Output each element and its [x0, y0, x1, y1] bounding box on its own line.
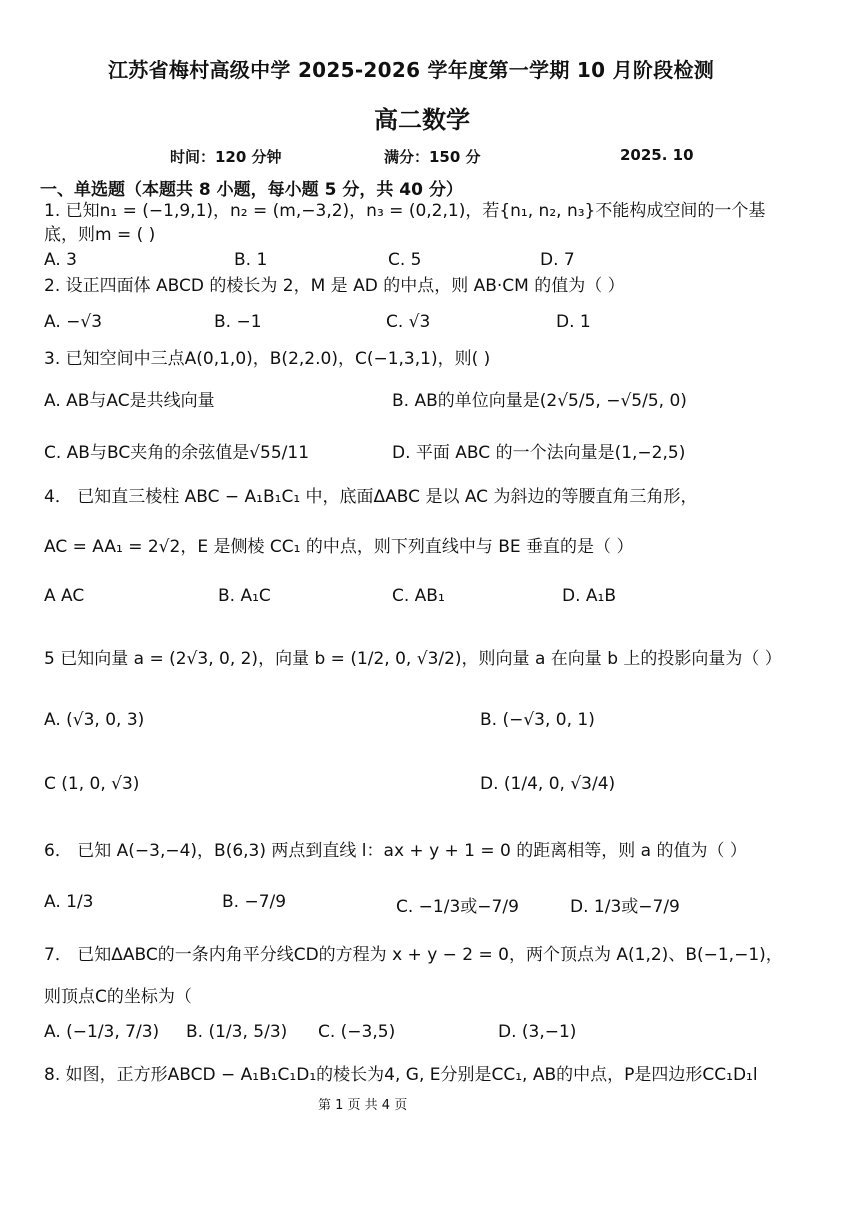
- exam-title: 江苏省梅村高级中学 2025-2026 学年度第一学期 10 月阶段检测: [108, 58, 715, 82]
- question-7-option-b: B. (1/3, 5/3): [186, 1022, 288, 1042]
- question-4-stem-line1: 4． 已知直三棱柱 ABC − A₁B₁C₁ 中，底面ΔABC 是以 AC 为斜边的等腰直角三角形，: [44, 487, 698, 507]
- question-3-option-c: C. AB与BC夹角的余弦值是√55/11: [44, 443, 310, 463]
- question-7-option-d: D. (3,−1): [498, 1022, 577, 1042]
- question-4-stem-line2: AC = AA₁ = 2√2，E 是侧棱 CC₁ 的中点，则下列直线中与 BE 垂直的是（ ）: [44, 537, 634, 557]
- question-7-option-c: C. (−3,5): [318, 1022, 396, 1042]
- section-heading: 一、单选题（本题共 8 小题，每小题 5 分，共 40 分）: [40, 180, 463, 200]
- exam-time: 时间：120 分钟: [170, 148, 282, 166]
- subject-title: 高二数学: [374, 106, 470, 134]
- question-1-option-a: A. 3: [44, 250, 77, 270]
- question-4-option-d: D. A₁B: [562, 586, 617, 606]
- question-1-option-c: C. 5: [388, 250, 422, 270]
- question-1-option-d: D. 7: [540, 250, 575, 270]
- question-1-stem-line2: 底，则m = ( ): [44, 225, 156, 245]
- question-4-option-b: B. A₁C: [218, 586, 271, 606]
- question-1-stem-line1: 1. 已知n₁ = (−1,9,1)，n₂ = (m,−3,2)，n₃ = (0,2,1)，若{n₁, n₂, n₃}不能构成空间的一个基: [44, 201, 766, 221]
- question-6-option-b: B. −7/9: [222, 892, 287, 912]
- question-1-option-b: B. 1: [234, 250, 268, 270]
- question-7-stem-line1: 7． 已知ΔABC的一条内角平分线CD的方程为 x + y − 2 = 0，两个顶点为 A(1,2)、B(−1,−1)，: [44, 945, 783, 965]
- question-6-option-c: C. −1/3或−7/9: [396, 897, 519, 917]
- question-2-stem: 2. 设正四面体 ABCD 的棱长为 2，M 是 AD 的中点，则 AB·CM 的值为（ ）: [44, 276, 625, 296]
- question-7-stem-line2: 则顶点C的坐标为（: [44, 987, 192, 1007]
- question-4-option-a: A AC: [44, 586, 85, 606]
- question-2-option-c: C. √3: [386, 312, 431, 332]
- question-2-option-a: A. −√3: [44, 312, 103, 332]
- question-5-option-b: B. (−√3, 0, 1): [480, 710, 595, 730]
- question-8-stem: 8. 如图，正方形ABCD − A₁B₁C₁D₁的棱长为4, G, E分别是CC₁, AB的中点，P是四边形CC₁D₁l: [44, 1065, 758, 1085]
- question-3-option-a: A. AB与AC是共线向量: [44, 391, 215, 411]
- question-6-option-d: D. 1/3或−7/9: [570, 897, 680, 917]
- question-2-option-b: B. −1: [214, 312, 262, 332]
- question-5-stem: 5 已知向量 a = (2√3, 0, 2)，向量 b = (1/2, 0, √3/2)，则向量 a 在向量 b 上的投影向量为（ ）: [44, 649, 782, 669]
- question-3-option-b: B. AB的单位向量是(2√5/5, −√5/5, 0): [392, 391, 687, 411]
- question-3-option-d: D. 平面 ABC 的一个法向量是(1,−2,5): [392, 443, 686, 463]
- page-footer: 第 1 页 共 4 页: [318, 1098, 408, 1113]
- exam-date: 2025. 10: [620, 146, 694, 164]
- question-5-option-a: A. (√3, 0, 3): [44, 710, 145, 730]
- exam-score: 满分：150 分: [384, 148, 481, 166]
- question-6-option-a: A. 1/3: [44, 892, 94, 912]
- question-2-option-d: D. 1: [556, 312, 591, 332]
- question-3-stem: 3. 已知空间中三点A(0,1,0)，B(2,2.0)，C(−1,3,1)，则( ): [44, 349, 491, 369]
- question-5-option-c: C (1, 0, √3): [44, 774, 140, 794]
- question-7-option-a: A. (−1/3, 7/3): [44, 1022, 160, 1042]
- question-4-option-c: C. AB₁: [392, 586, 445, 606]
- question-6-stem: 6． 已知 A(−3,−4)，B(6,3) 两点到直线 l：ax + y + 1 = 0 的距离相等，则 a 的值为（ ）: [44, 841, 747, 861]
- question-5-option-d: D. (1/4, 0, √3/4): [480, 774, 616, 794]
